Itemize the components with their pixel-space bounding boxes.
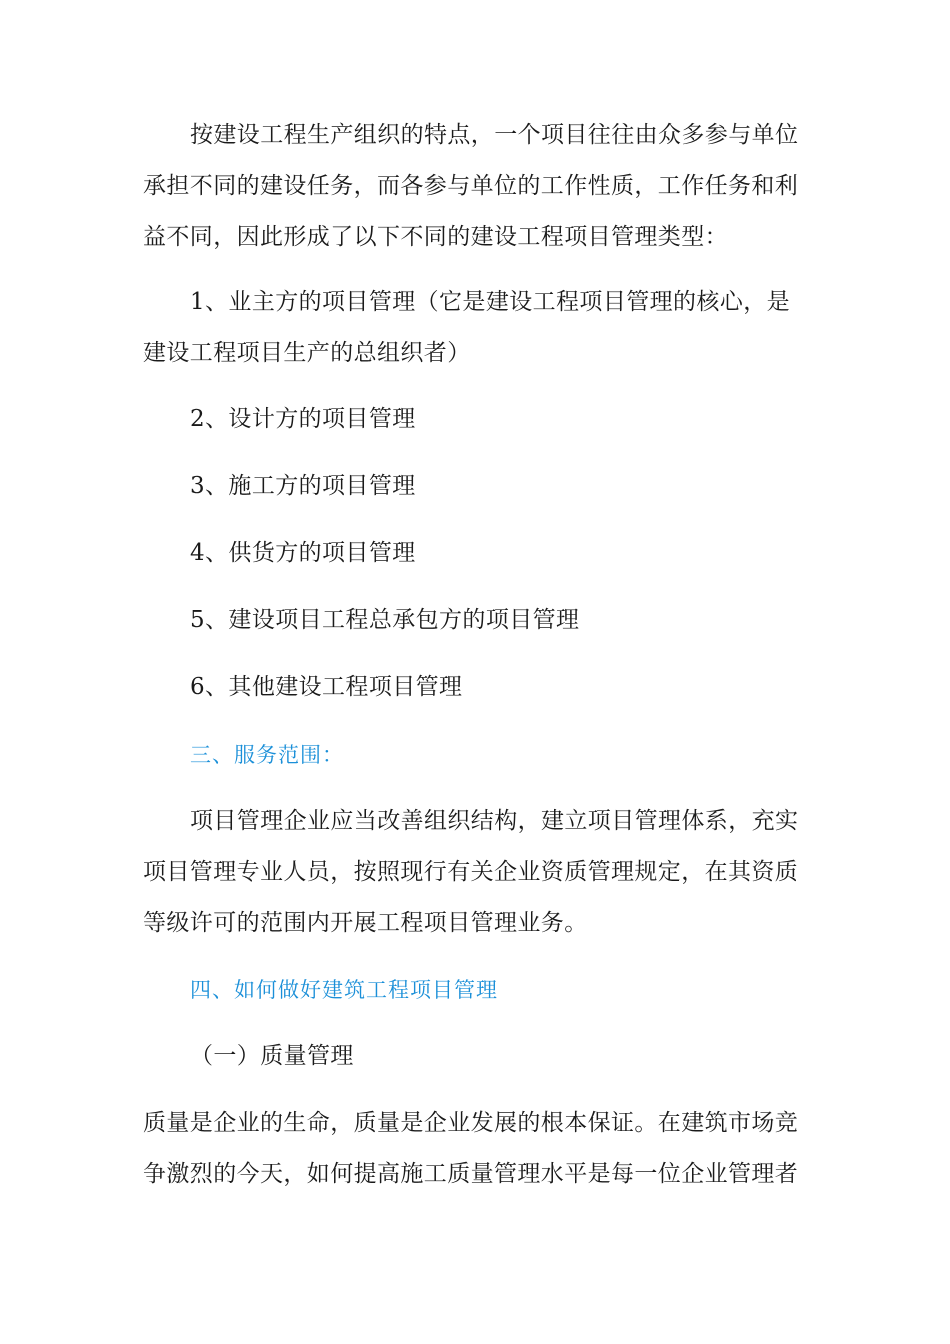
intro-line-3: 益不同，因此形成了以下不同的建设工程项目管理类型： xyxy=(143,224,728,250)
type-item-3: 3、施工方的项目管理 xyxy=(190,473,416,499)
type-item-6: 6、其他建设工程项目管理 xyxy=(190,674,463,700)
section-3-line-2: 项目管理专业人员，按照现行有关企业资质管理规定，在其资质 xyxy=(143,859,799,885)
type-item-2: 2、设计方的项目管理 xyxy=(190,406,416,432)
type-item-1-line-2: 建设工程项目生产的总组织者） xyxy=(143,340,471,366)
intro-line-2: 承担不同的建设任务，而各参与单位的工作性质，工作任务和利 xyxy=(143,173,799,199)
type-item-4: 4、供货方的项目管理 xyxy=(190,540,416,566)
section-4-subheading: （一）质量管理 xyxy=(190,1043,354,1069)
section-4-heading: 四、如何做好建筑工程项目管理 xyxy=(190,978,498,1002)
section-4-line-1: 质量是企业的生命，质量是企业发展的根本保证。在建筑市场竞 xyxy=(143,1110,799,1136)
section-3-heading: 三、服务范围： xyxy=(190,743,344,767)
section-3-line-3: 等级许可的范围内开展工程项目管理业务。 xyxy=(143,910,588,936)
type-item-5: 5、建设项目工程总承包方的项目管理 xyxy=(190,607,580,633)
section-4-line-2: 争激烈的今天，如何提高施工质量管理水平是每一位企业管理者 xyxy=(143,1161,799,1187)
type-item-1-line-1: 1、业主方的项目管理（它是建设工程项目管理的核心，是 xyxy=(190,289,791,315)
intro-line-1: 按建设工程生产组织的特点，一个项目往往由众多参与单位 xyxy=(190,122,799,148)
section-3-line-1: 项目管理企业应当改善组织结构，建立项目管理体系，充实 xyxy=(190,808,799,834)
